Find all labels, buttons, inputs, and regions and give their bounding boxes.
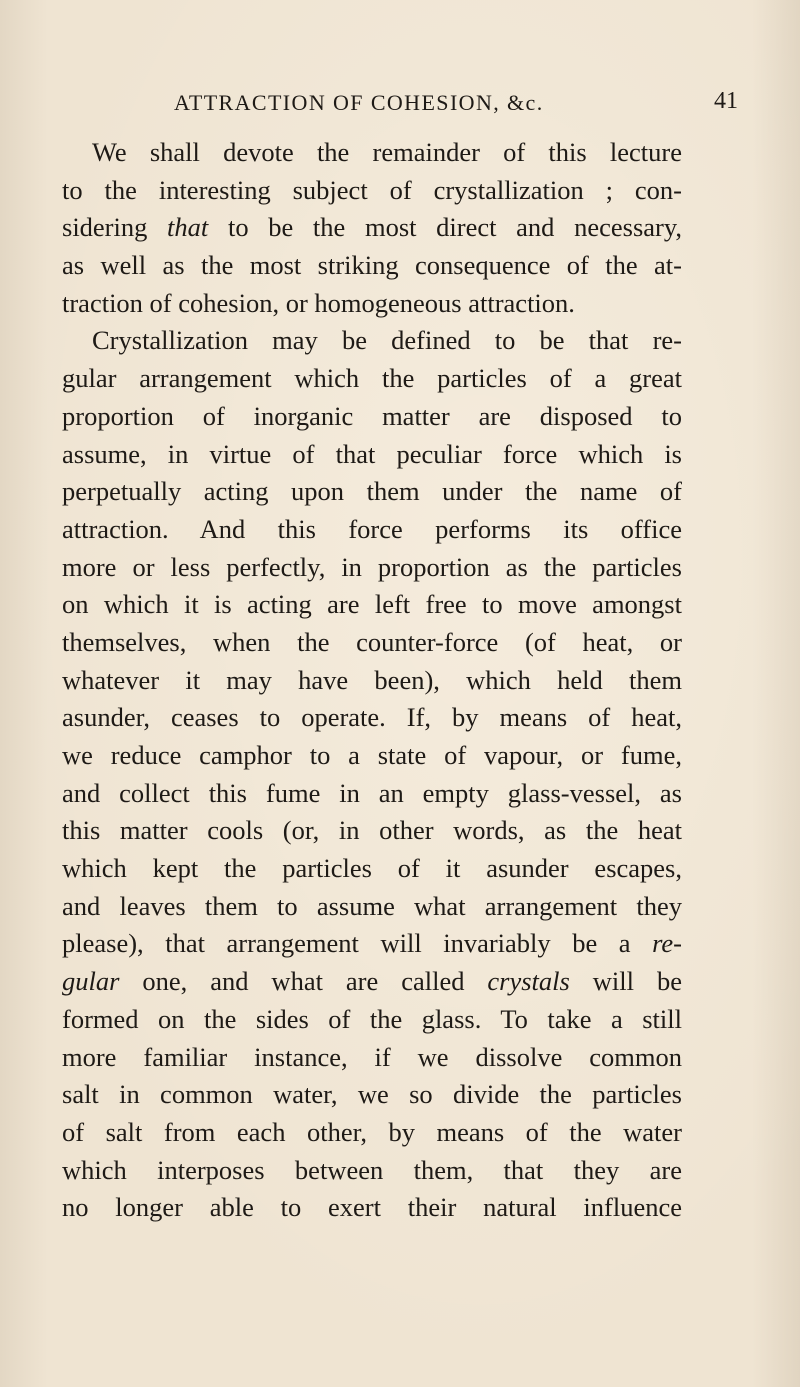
text-line [62, 473, 682, 511]
line-text: We shall devote the remainder of this lecture [92, 137, 682, 167]
line-text: perpetually acting upon them under the name of [62, 476, 682, 507]
line-text: more familiar instance, if we dissolve common [62, 1041, 682, 1072]
text-line [62, 511, 682, 549]
line-text: we reduce camphor to a state of vapour, or fume, [62, 740, 682, 770]
text-line [62, 586, 682, 624]
line-text: of salt from each other, by means of the water [62, 1116, 682, 1147]
line-text: and leaves them to assume what arrangement they [62, 890, 682, 921]
text-line [62, 624, 682, 662]
line-text: will be [569, 966, 682, 997]
text-line [62, 699, 682, 737]
text-line [62, 737, 682, 775]
line-text: one, and what are called [119, 966, 488, 997]
text-line [62, 209, 682, 247]
line-text: gular arrangement which the particles of a great [62, 363, 682, 394]
text-line [62, 925, 682, 963]
page-number: 41 [714, 88, 738, 114]
text-line [62, 1152, 682, 1190]
running-head [62, 90, 752, 120]
text-line [62, 850, 682, 888]
text-line [62, 247, 682, 285]
body-text [62, 134, 682, 1227]
line-text: attraction. And this force performs its office [62, 513, 682, 544]
line-text: whatever it may have been), which held them [62, 664, 682, 695]
line-text: to the interesting subject of crystallization ; con- [62, 174, 682, 205]
text-line [62, 662, 682, 700]
text-line [62, 134, 682, 172]
italic-word: gular [62, 966, 120, 997]
line-text: as well as the most striking consequence of the at- [62, 250, 682, 281]
text-line [62, 360, 682, 398]
line-text: sidering [62, 212, 168, 243]
running-title: ATTRACTION OF COHESION, &c. [174, 90, 544, 115]
text-line [62, 888, 682, 926]
italic-word: re- [652, 928, 682, 959]
text-line [62, 1189, 682, 1227]
line-text: proportion of inorganic matter are disposed to [62, 400, 682, 431]
line-text: Crystallization may be defined to be that re- [92, 325, 682, 356]
text-line [62, 963, 682, 1001]
text-line [62, 812, 682, 850]
text-line [62, 172, 682, 210]
line-text: to be the most direct and necessary, [208, 212, 682, 243]
line-text: and collect this fume in an empty glass-vessel, as [62, 777, 682, 808]
italic-word: that [167, 212, 209, 243]
line-text: please), that arrangement will invariably be a [62, 928, 653, 959]
line-text: themselves, when the counter-force (of heat, or [62, 626, 682, 657]
text-line [62, 1001, 682, 1039]
line-text: this matter cools (or, in other words, as the heat [62, 815, 682, 846]
text-line [62, 322, 682, 360]
italic-word: crystals [487, 966, 570, 997]
line-text: more or less perfectly, in proportion as the particles [62, 551, 682, 582]
line-text: assume, in virtue of that peculiar force which is [62, 438, 682, 469]
text-line [62, 549, 682, 587]
line-text: no longer able to exert their natural influence [62, 1192, 682, 1223]
text-line [62, 1076, 682, 1114]
line-text: traction of cohesion, or homogeneous attraction. [62, 287, 575, 318]
text-line [62, 398, 682, 436]
text-line [62, 436, 682, 474]
text-line [62, 1039, 682, 1077]
line-text: on which it is acting are left free to move amongst [62, 589, 682, 620]
text-line [62, 1114, 682, 1152]
line-text: salt in common water, we so divide the particles [62, 1079, 682, 1110]
line-text: asunder, ceases to operate. If, by means of heat, [62, 702, 682, 733]
line-text: which interposes between them, that they are [62, 1154, 682, 1185]
line-text: which kept the particles of it asunder escapes, [62, 853, 682, 884]
text-line [62, 775, 682, 813]
line-text: formed on the sides of the glass. To take a still [62, 1003, 682, 1034]
text-line [62, 285, 682, 323]
